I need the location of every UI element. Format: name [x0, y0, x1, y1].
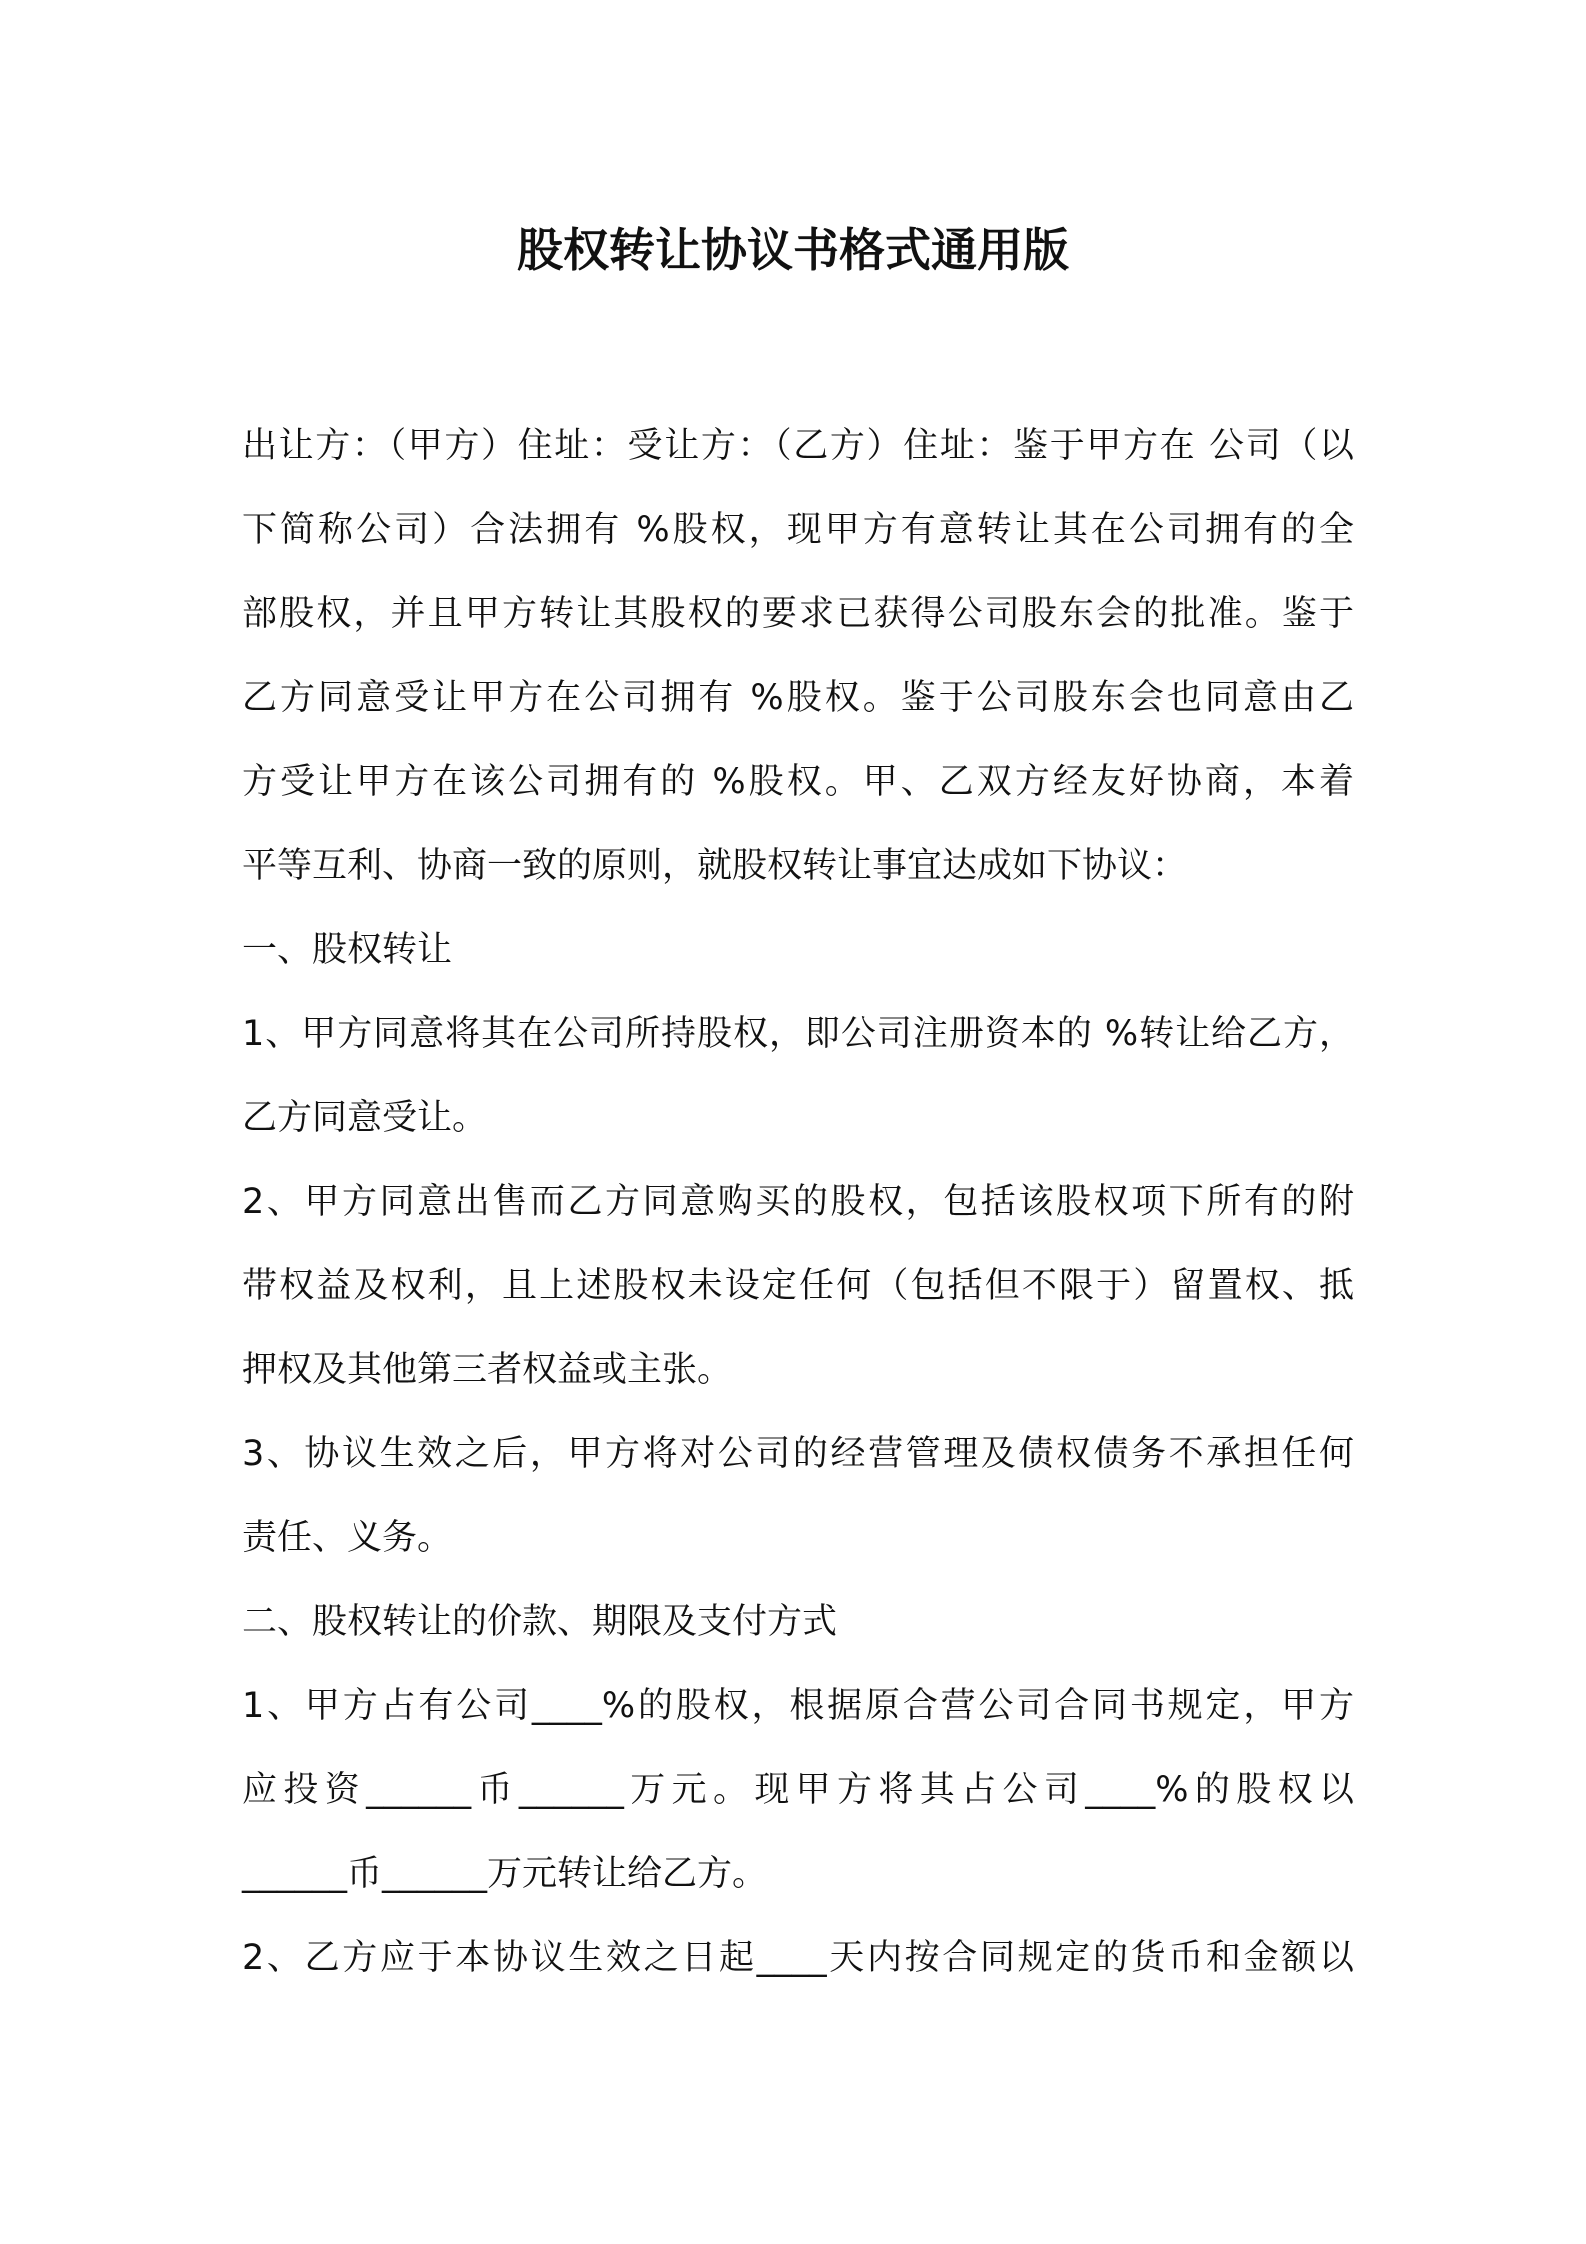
section-heading: 二、股权转让的价款、期限及支付方式	[242, 1602, 838, 1642]
body-line: 3、协议生效之后，甲方将对公司的经营管理及债权债务不承担任何	[242, 1434, 1354, 1474]
body-line: 部股权，并且甲方转让其股权的要求已获得公司股东会的批准。鉴于	[242, 594, 1354, 634]
document-body	[242, 404, 1354, 2000]
body-line: 带权益及权利，且上述股权未设定任何（包括但不限于）留置权、抵	[242, 1266, 1354, 1306]
body-line: 1、甲方同意将其在公司所持股权，即公司注册资本的 %转让给乙方，	[242, 1014, 1354, 1054]
body-line: 1、甲方占有公司____%的股权，根据原合营公司合同书规定，甲方	[242, 1686, 1354, 1726]
body-line: 出让方：（甲方）住址：受让方：（乙方）住址：鉴于甲方在 公司（以	[242, 426, 1354, 466]
body-line: 下简称公司）合法拥有 %股权，现甲方有意转让其在公司拥有的全	[242, 510, 1354, 550]
body-line: 平等互利、协商一致的原则，就股权转让事宜达成如下协议：	[242, 846, 1188, 886]
body-line: 乙方同意受让甲方在公司拥有 %股权。鉴于公司股东会也同意由乙	[242, 678, 1354, 718]
body-line: ______币______万元转让给乙方。	[242, 1854, 768, 1894]
body-line: 责任、义务。	[242, 1518, 453, 1558]
body-line: 应投资______币______万元。现甲方将其占公司____%的股权以	[242, 1770, 1354, 1810]
body-line: 2、乙方应于本协议生效之日起____天内按合同规定的货币和金额以	[242, 1938, 1354, 1978]
section-heading: 一、股权转让	[242, 930, 453, 970]
body-line: 2、甲方同意出售而乙方同意购买的股权，包括该股权项下所有的附	[242, 1182, 1354, 1222]
body-line: 乙方同意受让。	[242, 1098, 488, 1138]
body-line: 方受让甲方在该公司拥有的 %股权。甲、乙双方经友好协商，本着	[242, 762, 1354, 802]
body-line: 押权及其他第三者权益或主张。	[242, 1350, 733, 1390]
document-title: 股权转让协议书格式通用版	[517, 223, 1069, 277]
